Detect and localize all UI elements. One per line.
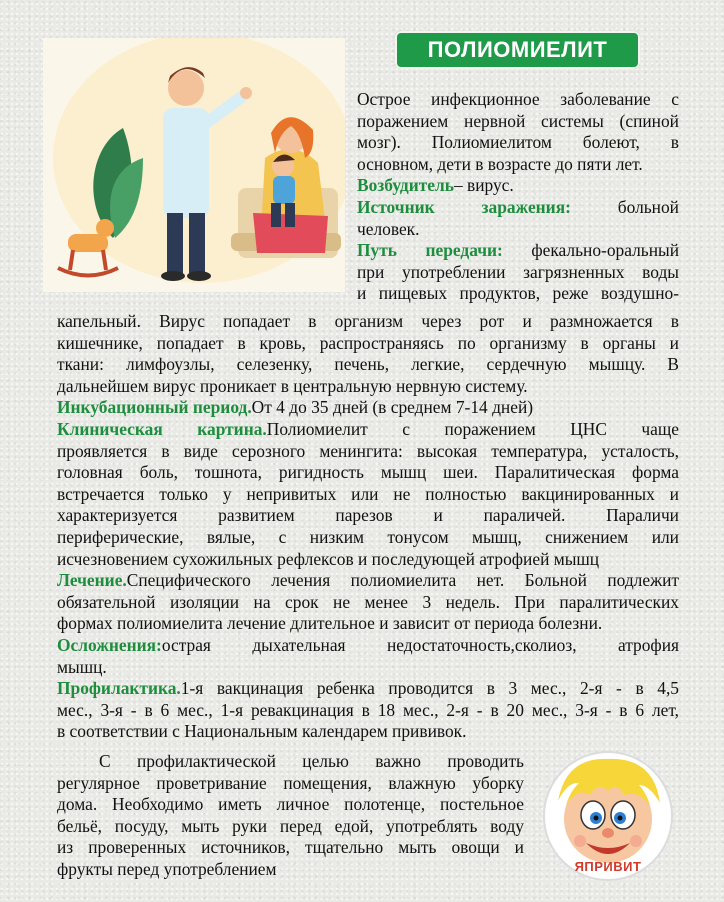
hygiene-line: дома. Необходимо иметь личное полотенце, постельное [57,794,524,815]
prevention-label: Профилактика. [57,678,181,699]
complications-paragraph [57,635,679,657]
prevention-text: 1-я вакцинация ребенка проводится в 3 мес., 2-я - в 4,5 [180,678,679,699]
transmission-line: при употреблении загрязненных воды [357,261,679,282]
clinical-line: периферические, вялые, с низким тонусом мышц, снижением или [57,526,679,547]
clinical-line: характеризуется развитием парезов и параличей. Параличи [57,505,679,526]
transmission-cont-line: капельный. Вирус попадает в организм через рот и размножается в [57,311,679,331]
treatment-paragraph [57,570,679,592]
agent-label: Возбудитель [357,175,454,196]
hygiene-line: из проверенных источников, тщательно мыть овощи и [57,837,524,858]
source-label: Источник заражения: [357,196,571,217]
transmission-paragraph [357,240,679,262]
body-section [57,311,679,743]
page-title: ПОЛИОМИЕЛИТ [395,31,640,69]
prevention-paragraph [57,678,679,700]
complications-line: мышц. [57,656,107,677]
intro-line: поражением нервной системы (спиной [357,110,679,131]
clinical-line: исчезновением сухожильных рефлексов и последующей атрофией мышц [57,548,600,569]
complications-text: острая дыхательная недостаточность,сколиоз, атрофия [161,634,679,655]
treatment-line: обязательной изоляции на срок не менее 3 недель. При паралитических [57,591,679,612]
transmission-label: Путь передачи: [357,240,503,261]
clinical-line: встречается только у непривитых или не полностью вакцинированных и [57,483,679,504]
doctor-mother-child-illustration [43,38,345,292]
intro-line: Острое инфекционное заболевание с [357,89,679,109]
hygiene-line: бельё, посуду, мыть руки перед едой, употреблять воду [57,815,524,836]
source-text-2: человек. [357,218,420,239]
treatment-text: Специфического лечения полиомиелита нет. Больной подлежит [126,570,679,591]
clinical-paragraph [57,419,679,441]
prevention-line: в соответствии с Национальным календарем прививок. [57,721,467,742]
transmission-cont-line: ткани: лимфоузлы, селезенку, печень, легкие, сердечную мышцу. В [57,354,679,375]
logo-text: ЯПРИВИТ [574,859,642,874]
hygiene-section [57,751,524,881]
transmission-cont-line: кишечнике, попадает в кровь, распространяясь по организму в органы и [57,332,679,353]
agent-text: – вирус. [453,175,514,196]
clinical-text: Полиомиелит с поражением ЦНС чаще [266,418,679,439]
incubation-paragraph [57,397,679,419]
treatment-line: формах полиомиелита лечение длительное и зависит от периода болезни. [57,613,603,634]
incubation-label: Инкубационный период. [57,397,252,418]
complications-label: Осложнения: [57,634,162,655]
prevention-line: мес., 3-я - в 6 мес., 1-я ревакцинация в 18 мес., 2-я - в 20 мес., 3-я - в 6 лет, [57,699,679,720]
source-paragraph [357,197,679,219]
transmission-line: и пищевых продуктов, реже воздушно- [357,283,679,304]
transmission-text: фекально-оральный [502,240,679,261]
intro-line: мозг). Полиомиелитом болеют, в [357,132,679,153]
hygiene-line: С профилактической целью важно проводить [99,751,524,771]
ya-privit-logo [536,749,680,883]
treatment-label: Лечение. [57,570,127,591]
incubation-text: От 4 до 35 дней (в среднем 7-14 дней) [251,397,534,418]
hygiene-line: регулярное проветривание помещения, влажную уборку [57,772,524,793]
clinical-line: головная боль, тошнота, ригидность мышц шеи. Паралитическая форма [57,462,679,483]
clinical-label: Клиническая картина. [57,418,267,439]
intro-line: основном, дети в возрасте до пяти лет. [357,153,643,174]
transmission-cont-line: дальнейшем вирус проникает в центральную нервную систему. [57,375,528,396]
clinic-illustration [43,38,345,292]
source-text: больной [617,196,679,217]
clinical-line: проявляется в виде серозного менингита: высокая температура, усталость, [57,440,679,461]
agent-paragraph [357,175,679,197]
intro-section [357,89,679,305]
hygiene-line: фрукты перед употреблением [57,858,277,879]
